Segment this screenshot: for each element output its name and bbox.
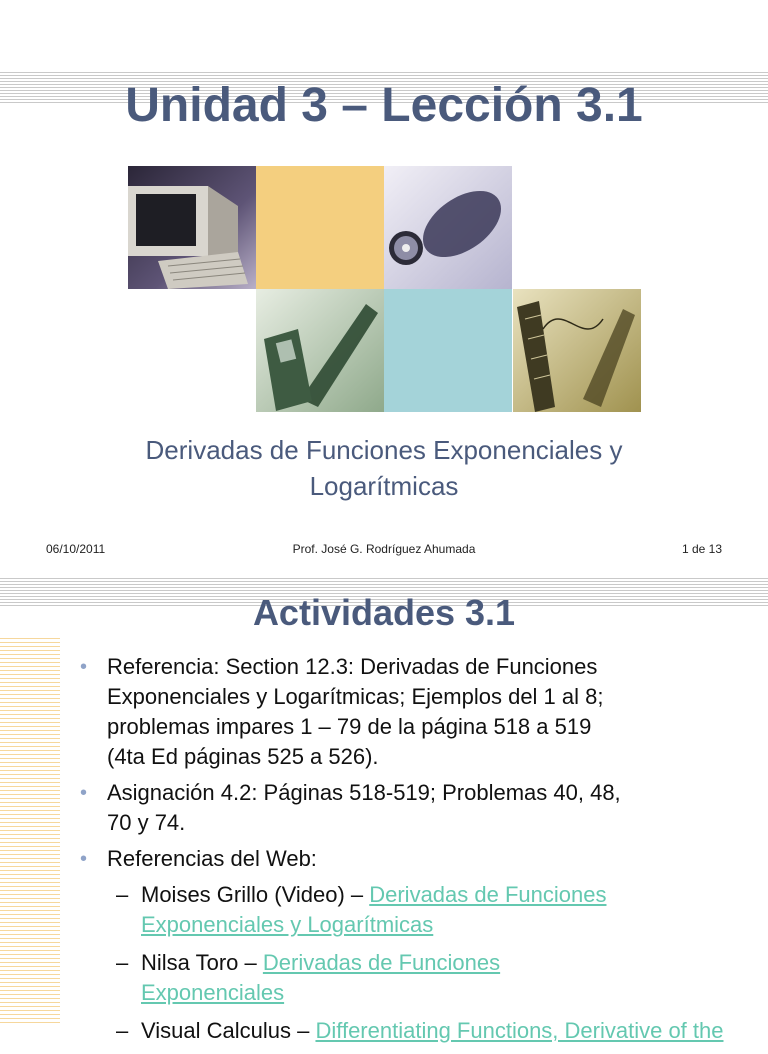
link-derivadas-exp-log[interactable]: Derivadas de Funciones (369, 882, 607, 907)
cd-image (384, 166, 512, 289)
bullet-line: Exponenciales y Logarítmicas; Ejemplos del 1 al 8; (107, 684, 604, 709)
bullet-line: (4ta Ed páginas 525 a 526). (107, 744, 379, 769)
bullet-icon: • (80, 656, 88, 678)
bullet-line: Referencia: Section 12.3: Derivadas de Funciones (107, 654, 598, 679)
bullet-list (80, 652, 750, 874)
slide-title: Unidad 3 – Lección 3.1 (125, 79, 643, 132)
peach-tile (256, 166, 384, 289)
activities-slide (0, 578, 768, 1043)
bullet-icon: • (80, 848, 88, 870)
teal-tile (384, 289, 512, 412)
computer-image (128, 166, 256, 289)
floppy-image (256, 289, 384, 412)
slide-title: Actividades 3.1 (252, 592, 516, 633)
link-derivadas-exp-log-cont[interactable]: Exponenciales y Logarítmicas (141, 912, 434, 937)
image-mosaic (128, 166, 641, 411)
link-differentiating-functions[interactable]: Differentiating Functions, Derivative of the (315, 1018, 724, 1043)
activities-content (80, 652, 750, 1054)
keyboard-image (513, 289, 641, 412)
bullet-line: Referencias del Web: (107, 846, 317, 871)
left-decorative-bar (0, 638, 60, 1024)
web-references-list (80, 880, 750, 1046)
bullet-line: problemas impares 1 – 79 de la página 518 a 519 (107, 714, 592, 739)
footer-author: Prof. José G. Rodríguez Ahumada (292, 542, 476, 556)
subtitle-line-1: Derivadas de Funciones Exponenciales y (145, 435, 623, 465)
subtitle-line-2: Logarítmicas (309, 471, 459, 501)
sub-item-visual-calculus (80, 1016, 750, 1046)
bullet-line: 70 y 74. (107, 810, 186, 835)
bullet-referencia (80, 652, 750, 772)
sub-item-nilsa-toro (80, 948, 750, 1008)
footer-page-number: 1 de 13 (681, 542, 722, 556)
sub-item-prefix: Nilsa Toro – (141, 950, 263, 975)
bullet-line: Asignación 4.2: Páginas 518-519; Problemas 40, 48, (107, 780, 621, 805)
slide-subtitle (0, 432, 768, 504)
link-derivadas-exp-cont[interactable]: Exponenciales (141, 980, 285, 1005)
sub-item-prefix: Moises Grillo (Video) – (141, 882, 370, 907)
dash-icon: – (116, 950, 129, 975)
footer-date: 06/10/2011 (46, 542, 106, 556)
bullet-asignacion (80, 778, 750, 838)
bullet-web-references (80, 844, 750, 874)
link-derivadas-exp[interactable]: Derivadas de Funciones (262, 950, 501, 975)
sub-item-prefix: Visual Calculus – (141, 1018, 316, 1043)
dash-icon: – (116, 882, 129, 907)
dash-icon: – (116, 1018, 129, 1043)
sub-item-moises-grillo (80, 880, 750, 940)
bullet-icon: • (80, 782, 88, 804)
